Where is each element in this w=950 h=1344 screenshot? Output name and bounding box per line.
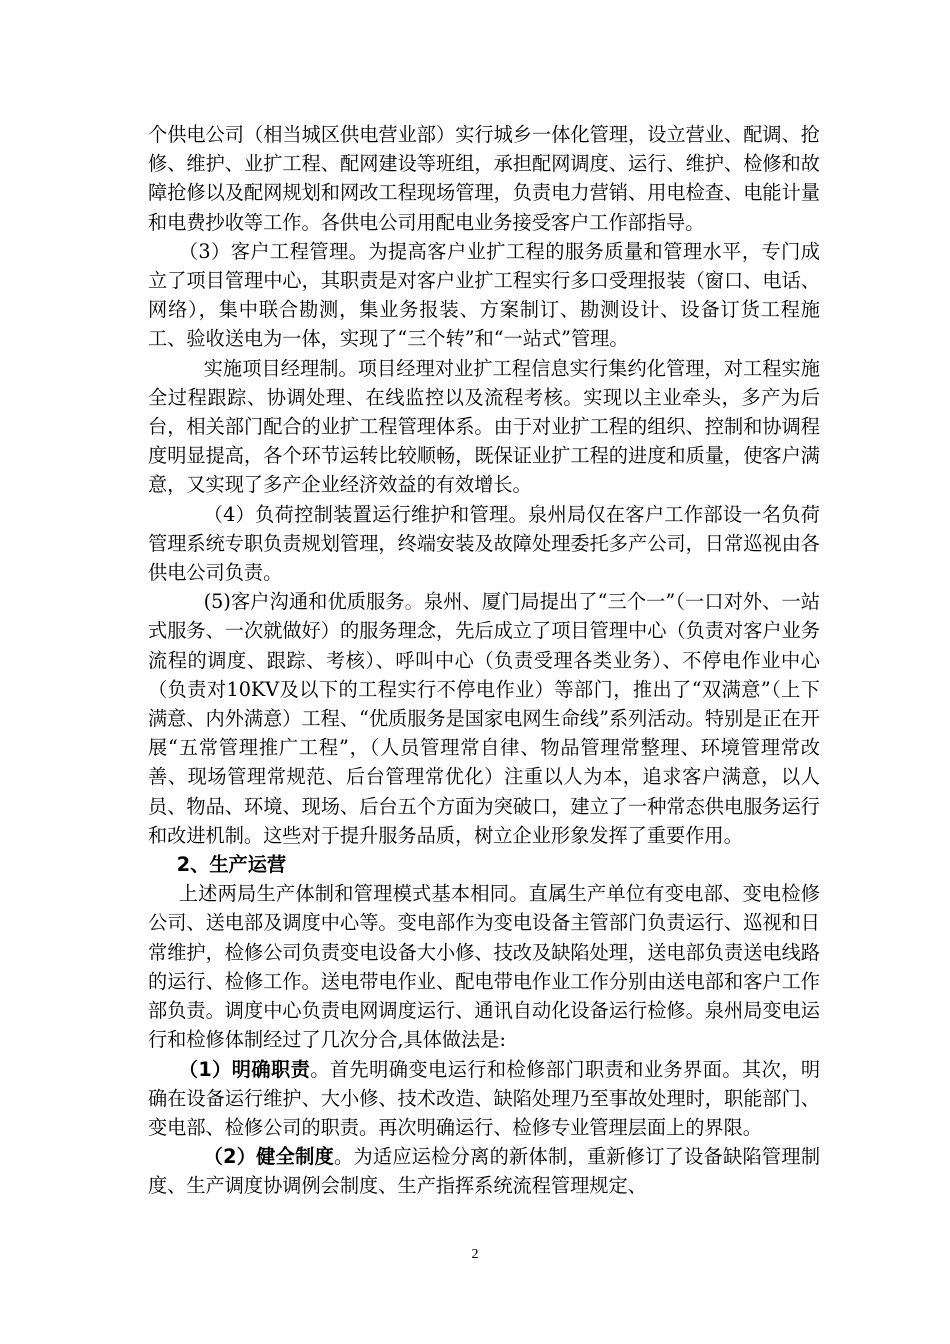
paragraph-supply-companies: 个供电公司（相当城区供电营业部）实行城乡一体化管理，设立营业、配调、抢修、维护、业扩工程、配网建设等班组，承担配网调度、运行、维护、检修和故障抢修以及配网规划和网改工程现场管理，负责电力营销、用电检查、电能计量和电费抄收等工作。各供电公司用配电业务接受客户工作部指导。 [148, 123, 820, 234]
section-heading-production: 2、生产运营 [176, 853, 287, 877]
paragraph-load-control: （4）负荷控制装置运行维护和管理。泉州局仅在客户工作部设一名负荷管理系统专职负责规划管理，终端安装及故障处理委托多产公司，日常巡视由各供电公司负责。 [148, 502, 820, 585]
paragraph-production-system: 上述两局生产体制和管理模式基本相同。直属生产单位有变电部、变电检修公司、送电部及调度中心等。变电部作为变电设备主管部门负责运行、巡视和日常维护，检修公司负责变电设备大小修、技改及缺陷处理，送电部负责送电线路的运行、检修工作。送电带电作业、配电带电作业工作分别由送电部和客户工作部负责。调度中心负责电网调度运行、通讯自动化设备运行检修。泉州局变电运行和检修体制经过了几次分合,具体做法是: [148, 882, 820, 1052]
paragraph-clarify-duties [148, 1055, 820, 1143]
clarify-duties-text: 。首先明确变电运行和检修部门职责和业务界面。其次，明确在设备运行维护、大小修、技术改造、缺陷处理乃至事故处理时，职能部门、变电部、检修公司的职责。再次明确运行、检修专业管理层面上的界限。 [148, 1057, 821, 1139]
paragraph-improve-rules [148, 1142, 820, 1200]
improve-rules-text: 。为适应运检分离的新体制，重新修订了设备缺陷管理制度、生产调度协调例会制度、生产指挥系统流程管理规定、 [148, 1145, 821, 1198]
paragraph-customer-service-rest: 泉州、厦门局提出了“三个一”（一口对外、一站式服务、一次就做好）的服务理念，先后成立了项目管理中心（负责对客户业务流程的调度、跟踪、考核）、呼叫中心（负责受理各类业务）、不停电作业中心（负责对10KV及以下的工程实行不停电作业）等部门，推出了“双满意”（上下满意、内外满意）工程、“优质服务是国家电网生命线”系列活动。特别是正在开展“五常管理推广工程”，（人员管理常自律、物品管理常整理、环境管理常改善、现场管理常规范、后台管理常优化）注重以人为本，追求客户满意，以人员、物品、环境、现场、后台五个方面为突破口，建立了一种常态供电服务运行和改进机制。这些对于提升服务品质，树立企业形象发挥了重要作用。 [148, 590, 820, 847]
page-number: 2 [471, 1247, 479, 1262]
document-body [148, 120, 820, 1201]
paragraph-customer-service [148, 587, 820, 850]
paragraph-customer-service-start: (5)客户沟通和优质服务 [203, 590, 405, 614]
red-punctuation-mark: 。 [404, 590, 424, 614]
paragraph-project-manager: 实施项目经理制。项目经理对业扩工程信息实行集约化管理，对工程实施全过程跟踪、协调处理、在线监控以及流程考核。实现以主业牵头，多产为后台，相关部门配合的业扩工程管理体系。由于对业扩工程的组织、控制和协调程度明显提高，各个环节运转比较顺畅，既保证业扩工程的进度和质量，使客户满意，又实现了多产企业经济效益的有效增长。 [148, 356, 820, 497]
clarify-duties-title: （1）明确职责 [178, 1057, 311, 1081]
improve-rules-title: （2）健全制度 [203, 1145, 334, 1169]
paragraph-customer-engineering: （3）客户工程管理。为提高客户业扩工程的服务质量和管理水平，专门成立了项目管理中心，其职责是对客户业扩工程实行多口受理报装（窗口、电话、网络），集中联合勘测，集业务报装、方案制订、勘测设计、设备订货工程施工、验收送电为一体，实现了“三个转”和“一站式”管理。 [148, 239, 820, 351]
